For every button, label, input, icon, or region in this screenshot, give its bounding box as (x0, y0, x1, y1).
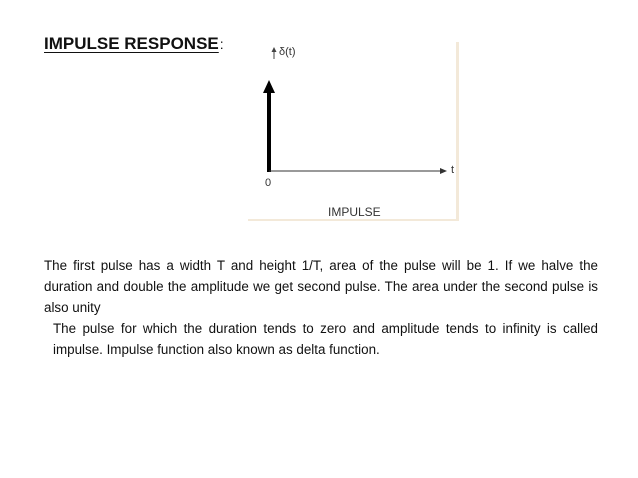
figure-caption: IMPULSE (328, 205, 381, 219)
impulse-plot (246, 38, 464, 222)
heading-colon: : (219, 36, 224, 52)
time-axis-label: t (451, 164, 455, 176)
y-axis-small-arrowhead (272, 47, 277, 52)
impulse-figure (246, 38, 464, 222)
y-axis-label: δ(t) (279, 46, 296, 58)
origin-label: 0 (265, 177, 272, 189)
heading-title: IMPULSE RESPONSE (44, 34, 219, 53)
paragraph-first-pulse: The first pulse has a width T and height 1/T, area of the pulse will be 1. If we halve the duration and double the amplitude we get second pulse. The area under the second pulse is also unity (44, 258, 598, 315)
paragraph-impulse-definition: The pulse for which the duration tends to zero and amplitude tends to infinity is called impulse. Impulse function also known as delta function. (53, 321, 598, 357)
slide-heading (44, 33, 224, 55)
time-axis-arrowhead (440, 168, 447, 174)
impulse-arrowhead (263, 80, 275, 93)
